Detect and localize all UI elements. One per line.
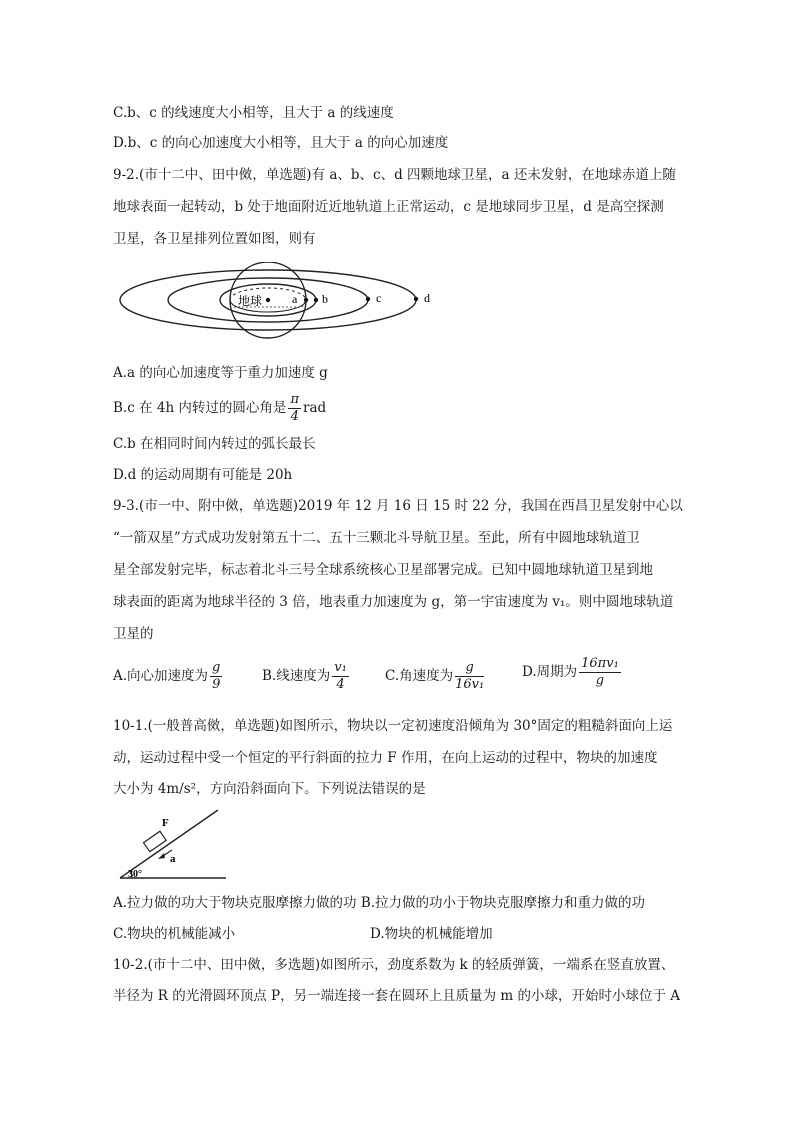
options-10-1-ab: A.拉力做的功大于物块克服摩擦力做的功 B.拉力做的功小于物块克服摩擦力和重力做的功	[113, 895, 646, 911]
opt-c-label: C.角速度为	[385, 668, 454, 684]
frac-den: 4	[336, 677, 345, 692]
option-b-9-2	[113, 392, 326, 425]
question-9-3-line3: 星全部发射完毕，标志着北斗三号全球系统核心卫星部署完成。已知中圆地球轨道卫星到地	[113, 562, 653, 578]
frac-den: 9	[212, 677, 221, 692]
label-d: d	[424, 291, 430, 305]
question-9-2-line1: 9-2.(市十二中、田中傚，单选题)有 a、b、c、d 四颗地球卫星，a 还未发射，在地球赤道上随	[113, 167, 676, 183]
opt-d-label: D.周期为	[522, 664, 578, 680]
option-b-9-3	[262, 660, 351, 693]
option-d-9-2: D.d 的运动周期有可能是 20h	[113, 467, 293, 483]
label-c: c	[376, 291, 382, 305]
opt-a-label: A.向心加速度为	[113, 668, 209, 684]
frac-num: g	[212, 660, 221, 675]
frac-num: v₁	[334, 660, 347, 675]
option-c-9-3	[385, 660, 486, 693]
question-10-2-line1: 10-2.(市十二中、田中傚，多选题)如图所示，劲度系数为 k 的轻质弹簧，一端系在竖直放置、	[113, 957, 675, 973]
option-a-9-3	[113, 660, 224, 693]
question-9-2-line3: 卫星，各卫星排列位置如图，则有	[113, 231, 316, 247]
opt-b-frac	[332, 660, 349, 693]
frac-num: 16πv₁	[581, 656, 619, 671]
option-b-9-2-text: B.c 在 4h 内转过的圆心角是	[113, 400, 287, 416]
fraction-pi-over-4	[288, 392, 301, 425]
frac-den: 4	[290, 409, 299, 424]
option-d-9-3	[522, 656, 623, 689]
question-9-2-line2: 地球表面一起转动，b 处于地面附近近地轨道上正常运动，c 是地球同步卫星，d 是高空探测	[113, 199, 664, 215]
question-10-1-line3: 大小为 4m/s²，方向沿斜面向下。下列说法错误的是	[113, 781, 426, 797]
opt-b-label: B.线速度为	[262, 668, 331, 684]
frac-den: g	[595, 673, 605, 688]
option-a-9-2: A.a 的向心加速度等于重力加速度 g	[113, 365, 328, 381]
option-c-9-1: C.b、c 的线速度大小相等，且大于 a 的线速度	[113, 105, 394, 121]
question-9-3-line2: “一箭双星”方式成功发射第五十二、五十三颗北斗导航卫星。至此，所有中圆地球轨道卫	[113, 530, 640, 546]
label-a: a	[292, 292, 298, 306]
option-d-10-1: D.物块的机械能增加	[370, 926, 493, 942]
unit-rad: rad	[302, 400, 327, 416]
label-b: b	[322, 292, 328, 306]
question-9-3-line4: 球表面的距离为地球半径的 3 倍，地表重力加速度为 g，第一宇宙速度为 v₁。则中圆地球轨道	[113, 594, 674, 610]
orbit-diagram	[118, 262, 448, 342]
frac-num: g	[455, 660, 484, 677]
earth-label: 地球	[238, 294, 263, 308]
frac-den: 16v₁	[455, 677, 485, 692]
question-10-1-line1: 10-1.(一般普高傚，单选题)如图所示，物块以一定初速度沿倾角为 30°固定的粗糙斜面向上运	[113, 718, 673, 734]
option-d-9-1: D.b、c 的向心加速度大小相等，且大于 a 的向心加速度	[113, 135, 449, 151]
question-9-3-line5: 卫星的	[113, 626, 154, 642]
force-label: F	[162, 817, 169, 829]
option-c-10-1: C.物块的机械能减小	[113, 926, 236, 942]
incline-diagram	[118, 806, 228, 882]
question-10-1-line2: 动，运动过程中受一个恒定的平行斜面的拉力 F 作用，在向上运动的过程中，物块的加速度	[113, 750, 658, 766]
angle-label: 30°	[128, 869, 142, 880]
question-10-2-line2: 半径为 R 的光滑圆环顶点 P，另一端连接一套在圆环上且质量为 m 的小球，开始时小球位于 A	[113, 988, 681, 1004]
opt-a-frac	[210, 660, 222, 693]
opt-c-frac	[455, 660, 484, 693]
frac-num: π	[290, 392, 299, 407]
question-9-3-line1: 9-3.(市一中、附中傚，单选题)2019 年 12 月 16 日 15 时 22 分，我国在西昌卫星发射中心以	[113, 498, 683, 514]
option-c-9-2: C.b 在相同时间内转过的弧长最长	[113, 436, 316, 452]
accel-label: a	[170, 853, 176, 865]
opt-d-frac	[579, 656, 621, 689]
